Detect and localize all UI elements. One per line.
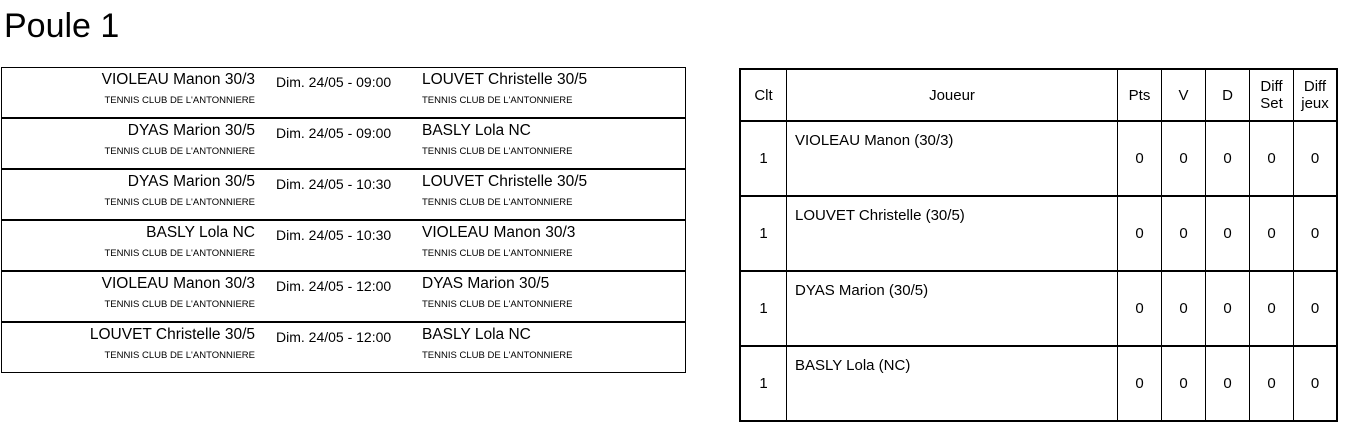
header-diff-set-line-2: Set [1260,95,1283,112]
rank-cell: 1 [740,271,787,346]
match-row [2,68,685,117]
match-player-1-name: VIOLEAU Manon 30/3 [101,71,255,88]
match-schedule: Dim. 24/05 - 09:00 [276,74,392,90]
header-rank: Clt [740,69,787,121]
match-player-2-club: TENNIS CLUB DE L'ANTONNIERE [422,197,573,208]
match-player-1-name: DYAS Marion 30/5 [127,122,255,139]
match-player-1-name: VIOLEAU Manon 30/3 [101,275,255,292]
diff-games-cell: 0 [1294,346,1338,421]
match-player-2-club: TENNIS CLUB DE L'ANTONNIERE [422,146,573,157]
player-cell: VIOLEAU Manon (30/3) [787,121,1118,196]
header-player: Joueur [787,69,1118,121]
match-player-1-club: TENNIS CLUB DE L'ANTONNIERE [104,197,255,208]
match-schedule: Dim. 24/05 - 09:00 [276,125,392,141]
match-list [1,67,686,373]
match-player-2-name: DYAS Marion 30/5 [422,275,550,292]
match-player-2-name: BASLY Lola NC [422,326,531,343]
match-row [2,117,685,168]
diff-games-cell: 0 [1294,196,1338,271]
match-player-2-club: TENNIS CLUB DE L'ANTONNIERE [422,350,573,361]
match-row [2,168,685,219]
match-player-2-name: VIOLEAU Manon 30/3 [422,224,576,241]
match-player-2-name: LOUVET Christelle 30/5 [422,71,588,88]
wins-cell: 0 [1162,121,1206,196]
match-player-2-club: TENNIS CLUB DE L'ANTONNIERE [422,95,573,106]
diff-set-cell: 0 [1250,346,1294,421]
wins-cell: 0 [1162,271,1206,346]
standings-row [740,196,1337,271]
match-schedule: Dim. 24/05 - 10:30 [276,227,392,243]
points-cell: 0 [1118,271,1162,346]
player-cell: BASLY Lola (NC) [787,346,1118,421]
header-points: Pts [1118,69,1162,121]
match-row [2,219,685,270]
match-player-2-club: TENNIS CLUB DE L'ANTONNIERE [422,299,573,310]
standings-body [740,121,1337,421]
losses-cell: 0 [1206,196,1250,271]
diff-games-cell: 0 [1294,271,1338,346]
points-cell: 0 [1118,121,1162,196]
rank-cell: 1 [740,121,787,196]
wins-cell: 0 [1162,196,1206,271]
wins-cell: 0 [1162,346,1206,421]
match-player-1-club: TENNIS CLUB DE L'ANTONNIERE [104,299,255,310]
match-schedule: Dim. 24/05 - 12:00 [276,329,392,345]
header-diff-set [1250,69,1294,121]
header-diff-games-line-2: jeux [1301,95,1329,112]
diff-games-cell: 0 [1294,121,1338,196]
rank-cell: 1 [740,346,787,421]
losses-cell: 0 [1206,271,1250,346]
points-cell: 0 [1118,346,1162,421]
diff-set-cell: 0 [1250,271,1294,346]
standings-header [740,69,1337,121]
match-player-1-club: TENNIS CLUB DE L'ANTONNIERE [104,248,255,259]
header-diff-set-line-1: Diff [1260,78,1283,95]
header-wins: V [1162,69,1206,121]
match-player-1-club: TENNIS CLUB DE L'ANTONNIERE [104,95,255,106]
match-schedule: Dim. 24/05 - 10:30 [276,176,392,192]
match-player-1-club: TENNIS CLUB DE L'ANTONNIERE [104,146,255,157]
pool-title: Poule 1 [4,7,120,45]
header-diff-games-line-1: Diff [1303,78,1327,95]
match-player-2-name: LOUVET Christelle 30/5 [422,173,588,190]
match-schedule: Dim. 24/05 - 12:00 [276,278,392,294]
match-player-1-club: TENNIS CLUB DE L'ANTONNIERE [104,350,255,361]
points-cell: 0 [1118,196,1162,271]
header-diff-games [1294,69,1338,121]
header-losses: D [1206,69,1250,121]
match-row [2,270,685,321]
match-player-2-club: TENNIS CLUB DE L'ANTONNIERE [422,248,573,259]
match-player-1-name: DYAS Marion 30/5 [127,173,255,190]
match-player-1-name: LOUVET Christelle 30/5 [89,326,255,343]
diff-set-cell: 0 [1250,196,1294,271]
standings-table [739,68,1338,422]
standings-row [740,271,1337,346]
match-row [2,321,685,372]
standings-row [740,121,1337,196]
match-player-2-name: BASLY Lola NC [422,122,531,139]
player-cell: LOUVET Christelle (30/5) [787,196,1118,271]
losses-cell: 0 [1206,121,1250,196]
standings-header-row [740,69,1337,121]
player-cell: DYAS Marion (30/5) [787,271,1118,346]
losses-cell: 0 [1206,346,1250,421]
standings-row [740,346,1337,421]
rank-cell: 1 [740,196,787,271]
match-player-1-name: BASLY Lola NC [146,224,255,241]
diff-set-cell: 0 [1250,121,1294,196]
